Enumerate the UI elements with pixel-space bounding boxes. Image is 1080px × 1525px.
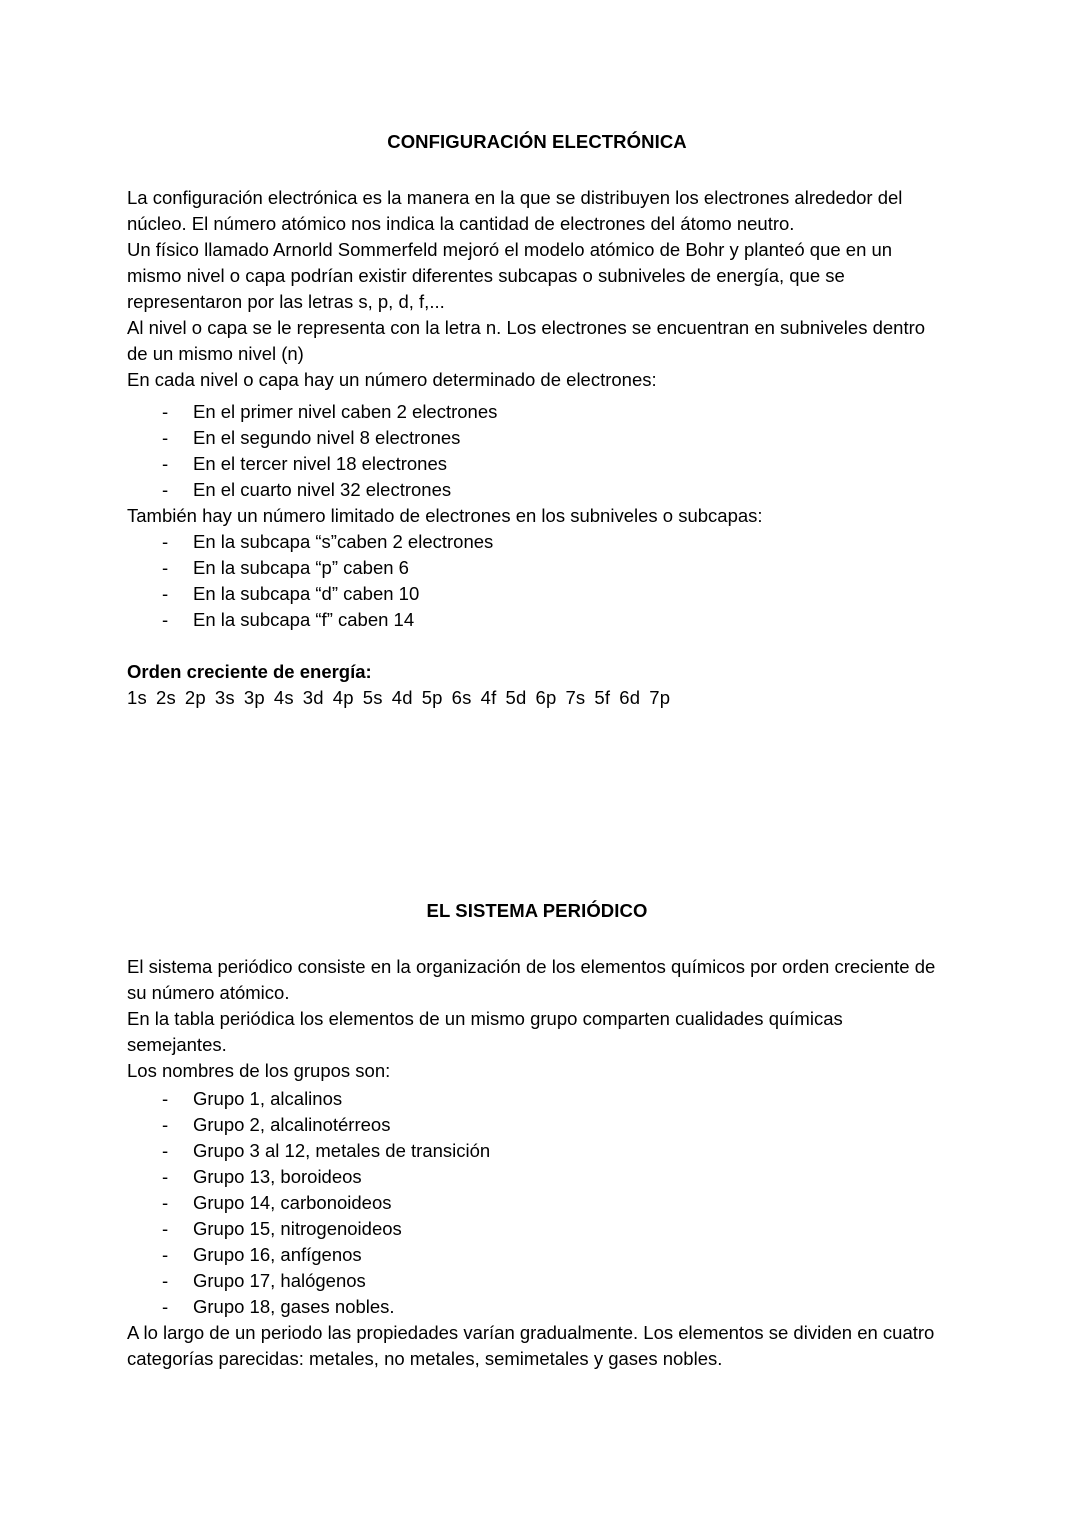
page-title-sistema-periodico: EL SISTEMA PERIÓDICO [426,900,648,921]
list-item-label: Grupo 3 al 12, metales de transición [193,1140,491,1161]
list-item-label: En el cuarto nivel 32 electrones [193,479,452,500]
section-configuracion-electronica-body [127,185,947,393]
orbital-token: 2s [155,687,176,708]
list-item [127,1190,947,1216]
list-electrones-por-nivel-wrapper [127,399,947,503]
list-item [127,581,947,607]
orbital-token: 3p [243,687,265,708]
orbital-token: 3d [302,687,324,708]
orbital-token: 7s [565,687,586,708]
dash-bullet-icon: - [162,1218,169,1239]
orbital-token: 5f [594,687,611,708]
dash-bullet-icon: - [162,453,169,474]
list-item [127,1294,947,1320]
paragraph-periodo-propiedades: A lo largo de un periodo las propiedades varían gradualmente. Los elementos se dividen en cuatro categorías parecidas: metales, no metales, semimetales y gases nobles. [127,1322,935,1369]
orbital-token: 4s [273,687,294,708]
dash-bullet-icon: - [162,479,169,500]
paragraph-subniveles-intro: También hay un número limitado de electrones en los subniveles o subcapas: [127,505,763,526]
list-item-label: Grupo 2, alcalinotérreos [193,1114,391,1135]
list-item-label: En la subcapa “p” caben 6 [193,557,409,578]
list-item [127,1138,947,1164]
list-item-label: En la subcapa “f” caben 14 [193,609,415,630]
paragraph-nombres-grupos-intro: Los nombres de los grupos son: [127,1060,391,1081]
list-item [127,555,947,581]
dash-bullet-icon: - [162,1296,169,1317]
dash-bullet-icon: - [162,1192,169,1213]
dash-bullet-icon: - [162,1114,169,1135]
list-item-label: Grupo 16, anfígenos [193,1244,362,1265]
section-sistema-periodico-closing [127,1320,947,1372]
paragraph-electrones-por-nivel-intro: En cada nivel o capa hay un número determinado de electrones: [127,369,657,390]
orbital-token: 5s [362,687,383,708]
list-item [127,1242,947,1268]
orbital-token: 4f [480,687,497,708]
orbital-token: 6s [451,687,472,708]
list-item [127,477,947,503]
list-nombres-grupos-wrapper [127,1086,947,1320]
orbital-token: 6p [535,687,557,708]
paragraph-definicion-sistema-periodico: El sistema periódico consiste en la organización de los elementos químicos por orden creciente de su número atómico. [127,956,936,1003]
paragraph-nivel-letra-n: Al nivel o capa se le representa con la letra n. Los electrones se encuentran en subniveles dentro de un mismo nivel (n) [127,317,926,364]
orbital-token: 5d [505,687,527,708]
section-sistema-periodico-header [127,898,947,924]
list-item [127,1164,947,1190]
dash-bullet-icon: - [162,1244,169,1265]
list-item [127,425,947,451]
list-item-label: En el tercer nivel 18 electrones [193,453,447,474]
list-item-label: En la subcapa “s”caben 2 electrones [193,531,494,552]
orbital-token: 2p [184,687,206,708]
section-sistema-periodico-body [127,954,947,1084]
orbital-token: 7p [649,687,671,708]
dash-bullet-icon: - [162,1088,169,1109]
dash-bullet-icon: - [162,557,169,578]
energy-order-sequence [127,685,947,711]
orbital-token: 1s [127,687,147,708]
list-item-label: Grupo 17, halógenos [193,1270,366,1291]
dash-bullet-icon: - [162,583,169,604]
list-item [127,1268,947,1294]
list-item-label: Grupo 15, nitrogenoideos [193,1218,402,1239]
page-title-configuracion-electronica: CONFIGURACIÓN ELECTRÓNICA [387,131,687,152]
list-item [127,1216,947,1242]
list-item [127,451,947,477]
dash-bullet-icon: - [162,531,169,552]
dash-bullet-icon: - [162,1270,169,1291]
section-configuracion-electronica-header [127,129,947,155]
orbital-token: 4p [332,687,354,708]
dash-bullet-icon: - [162,609,169,630]
list-item-label: En el primer nivel caben 2 electrones [193,401,498,422]
list-item [127,1112,947,1138]
paragraph-definicion-configuracion: La configuración electrónica es la manera en la que se distribuyen los electrones alrededor del núcleo. El número atómico nos indica la cantidad de electrones del átomo neutro. [127,187,903,234]
list-electrones-por-subcapa-wrapper [127,529,947,633]
list-item-label: Grupo 14, carbonoideos [193,1192,392,1213]
dash-bullet-icon: - [162,401,169,422]
list-nombres-grupos [127,1086,947,1320]
paragraph-sommerfeld: Un físico llamado Arnorld Sommerfeld mejoró el modelo atómico de Bohr y planteó que en un mismo nivel o capa podrían existir diferentes subcapas o subniveles de energía, que se representaron por las letras s, p, d, f,... [127,239,893,312]
paragraph-grupo-cualidades: En la tabla periódica los elementos de un mismo grupo comparten cualidades químicas semejantes. [127,1008,843,1055]
energy-order-label: Orden creciente de energía: [127,661,372,682]
list-item [127,1086,947,1112]
list-item [127,607,947,633]
list-item [127,399,947,425]
list-electrones-por-subcapa [127,529,947,633]
list-item-label: En el segundo nivel 8 electrones [193,427,461,448]
orbital-token: 3s [214,687,235,708]
list-item-label: En la subcapa “d” caben 10 [193,583,420,604]
list-item-label: Grupo 18, gases nobles. [193,1296,395,1317]
list-item-label: Grupo 13, boroideos [193,1166,362,1187]
dash-bullet-icon: - [162,427,169,448]
dash-bullet-icon: - [162,1140,169,1161]
orbital-token: 4d [391,687,413,708]
dash-bullet-icon: - [162,1166,169,1187]
list-electrones-por-nivel [127,399,947,503]
paragraph-subniveles-intro-wrapper [127,503,947,529]
energy-order-block [127,659,947,711]
orbital-token: 5p [421,687,443,708]
list-item [127,529,947,555]
list-item-label: Grupo 1, alcalinos [193,1088,343,1109]
orbital-token: 6d [619,687,641,708]
